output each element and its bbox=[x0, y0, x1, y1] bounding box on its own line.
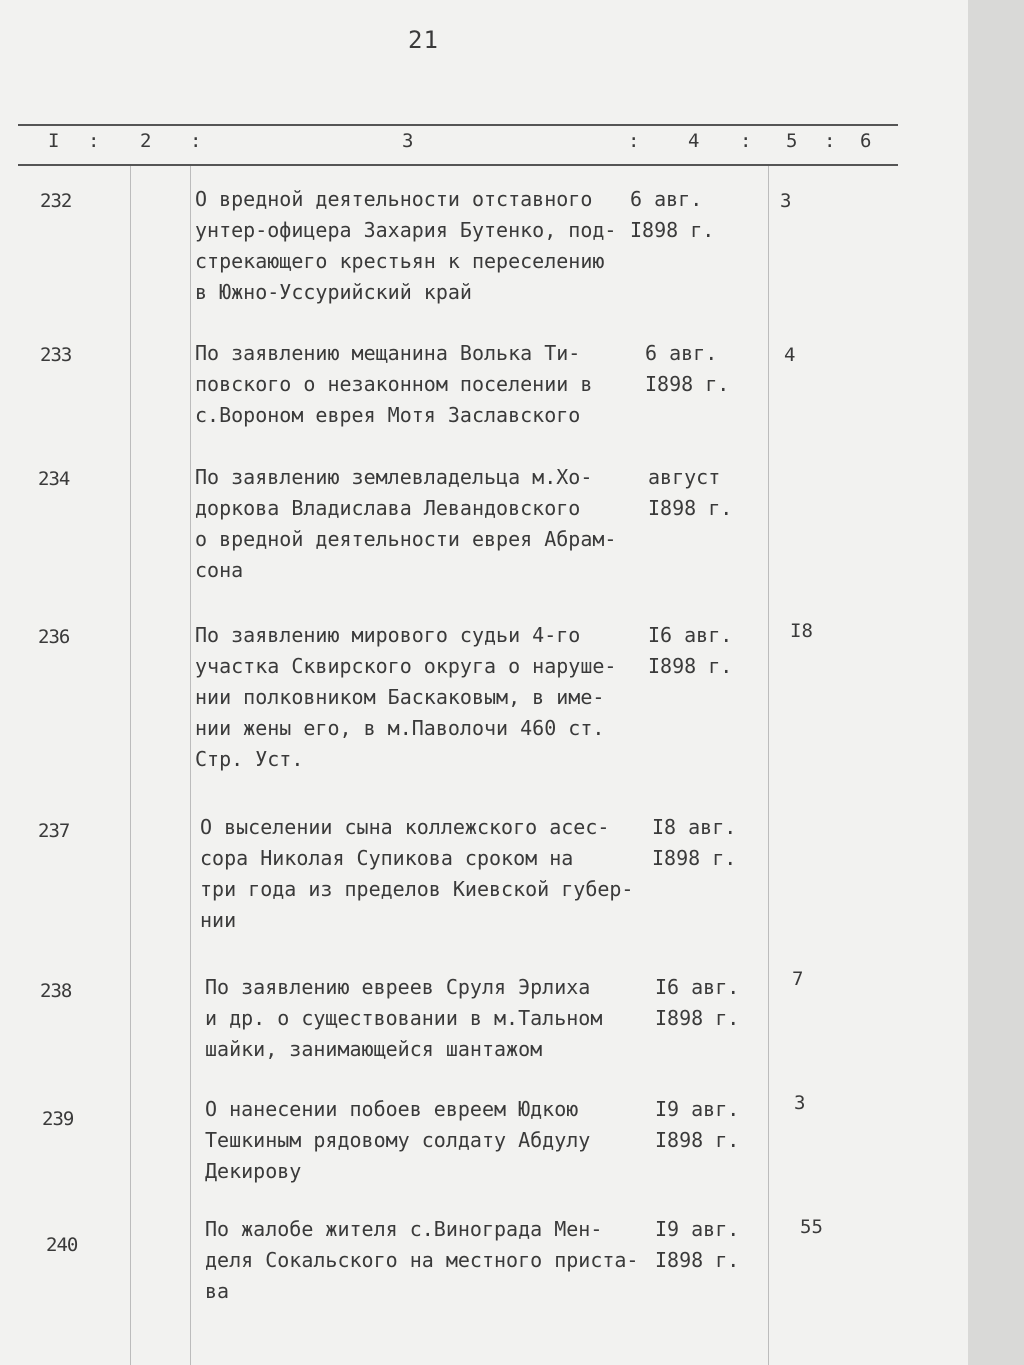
entry-sheet-count: 7 bbox=[792, 968, 804, 990]
background-page-edge bbox=[968, 0, 1024, 1365]
entry-title: О вредной деятельности отставного унтер-офицера Захария Бутенко, под- стрекающего крестьян к переселению в Южно-Уссурийский край bbox=[195, 187, 617, 304]
entry-date: август I898 г. bbox=[648, 465, 733, 520]
entry-date: I6 авг. I898 г. bbox=[655, 975, 740, 1030]
header-separator: : bbox=[824, 130, 836, 152]
entry-title: О нанесении побоев евреем Юдкою Тешкиным рядовому солдату Абдулу Декирову bbox=[205, 1097, 591, 1183]
entry-number: 237 bbox=[38, 820, 70, 842]
column-divider bbox=[768, 166, 769, 1365]
entry-title: По заявлению мирового судьи 4-го участка Сквирского округа о наруше- нии полковником Баскаковым, в име- нии жены его, в м.Паволочи 460 ст. Стр. Уст. bbox=[195, 623, 617, 771]
entry-number: 240 bbox=[46, 1234, 78, 1256]
entry-date: I6 авг. I898 г. bbox=[648, 623, 733, 678]
entry-title: По заявлению мещанина Волька Ти- повского о незаконном поселении в с.Вороном еврея Мотя Заславского bbox=[195, 341, 593, 427]
header-col-3: 3 bbox=[402, 130, 414, 152]
entry-title: По заявлению землевладельца м.Хо- доркова Владислава Левандовского о вредной деятельности еврея Абрам- сона bbox=[195, 465, 617, 582]
header-bottom-rule bbox=[18, 164, 898, 166]
entry-title: По жалобе жителя с.Винограда Мен- деля Сокальского на местного приста- ва bbox=[205, 1217, 639, 1303]
entry-number: 236 bbox=[38, 626, 70, 648]
entry-date: I8 авг. I898 г. bbox=[652, 815, 737, 870]
entry-sheet-count: 4 bbox=[784, 344, 796, 366]
entry-title: По заявлению евреев Сруля Эрлиха и др. о существовании в м.Тальном шайки, занимающейся шантажом bbox=[205, 975, 603, 1061]
header-col-2: 2 bbox=[140, 130, 152, 152]
entry-sheet-count: 55 bbox=[800, 1216, 823, 1238]
header-col-6: 6 bbox=[860, 130, 872, 152]
entry-number: 239 bbox=[42, 1108, 74, 1130]
header-separator: : bbox=[88, 130, 100, 152]
header-col-1: I bbox=[48, 130, 60, 152]
header-col-5: 5 bbox=[786, 130, 798, 152]
header-separator: : bbox=[190, 130, 202, 152]
header-separator: : bbox=[740, 130, 752, 152]
header-top-rule bbox=[18, 124, 898, 126]
entry-number: 234 bbox=[38, 468, 70, 490]
entry-date: I9 авг. I898 г. bbox=[655, 1097, 740, 1152]
entry-number: 238 bbox=[40, 980, 72, 1002]
page-number: 21 bbox=[408, 26, 439, 54]
entry-sheet-count: I8 bbox=[790, 620, 813, 642]
entry-sheet-count: 3 bbox=[780, 190, 792, 212]
entry-date: I9 авг. I898 г. bbox=[655, 1217, 740, 1272]
column-divider bbox=[190, 166, 191, 1365]
entry-date: 6 авг. I898 г. bbox=[630, 187, 715, 242]
entry-title: О выселении сына коллежского асес- сора Николая Супикова сроком на три года из пределов Киевской губер- нии bbox=[200, 815, 634, 932]
entry-number: 233 bbox=[40, 344, 72, 366]
entry-number: 232 bbox=[40, 190, 72, 212]
entry-sheet-count: 3 bbox=[794, 1092, 806, 1114]
entry-date: 6 авг. I898 г. bbox=[645, 341, 730, 396]
header-col-4: 4 bbox=[688, 130, 700, 152]
header-separator: : bbox=[628, 130, 640, 152]
column-divider bbox=[130, 166, 131, 1365]
